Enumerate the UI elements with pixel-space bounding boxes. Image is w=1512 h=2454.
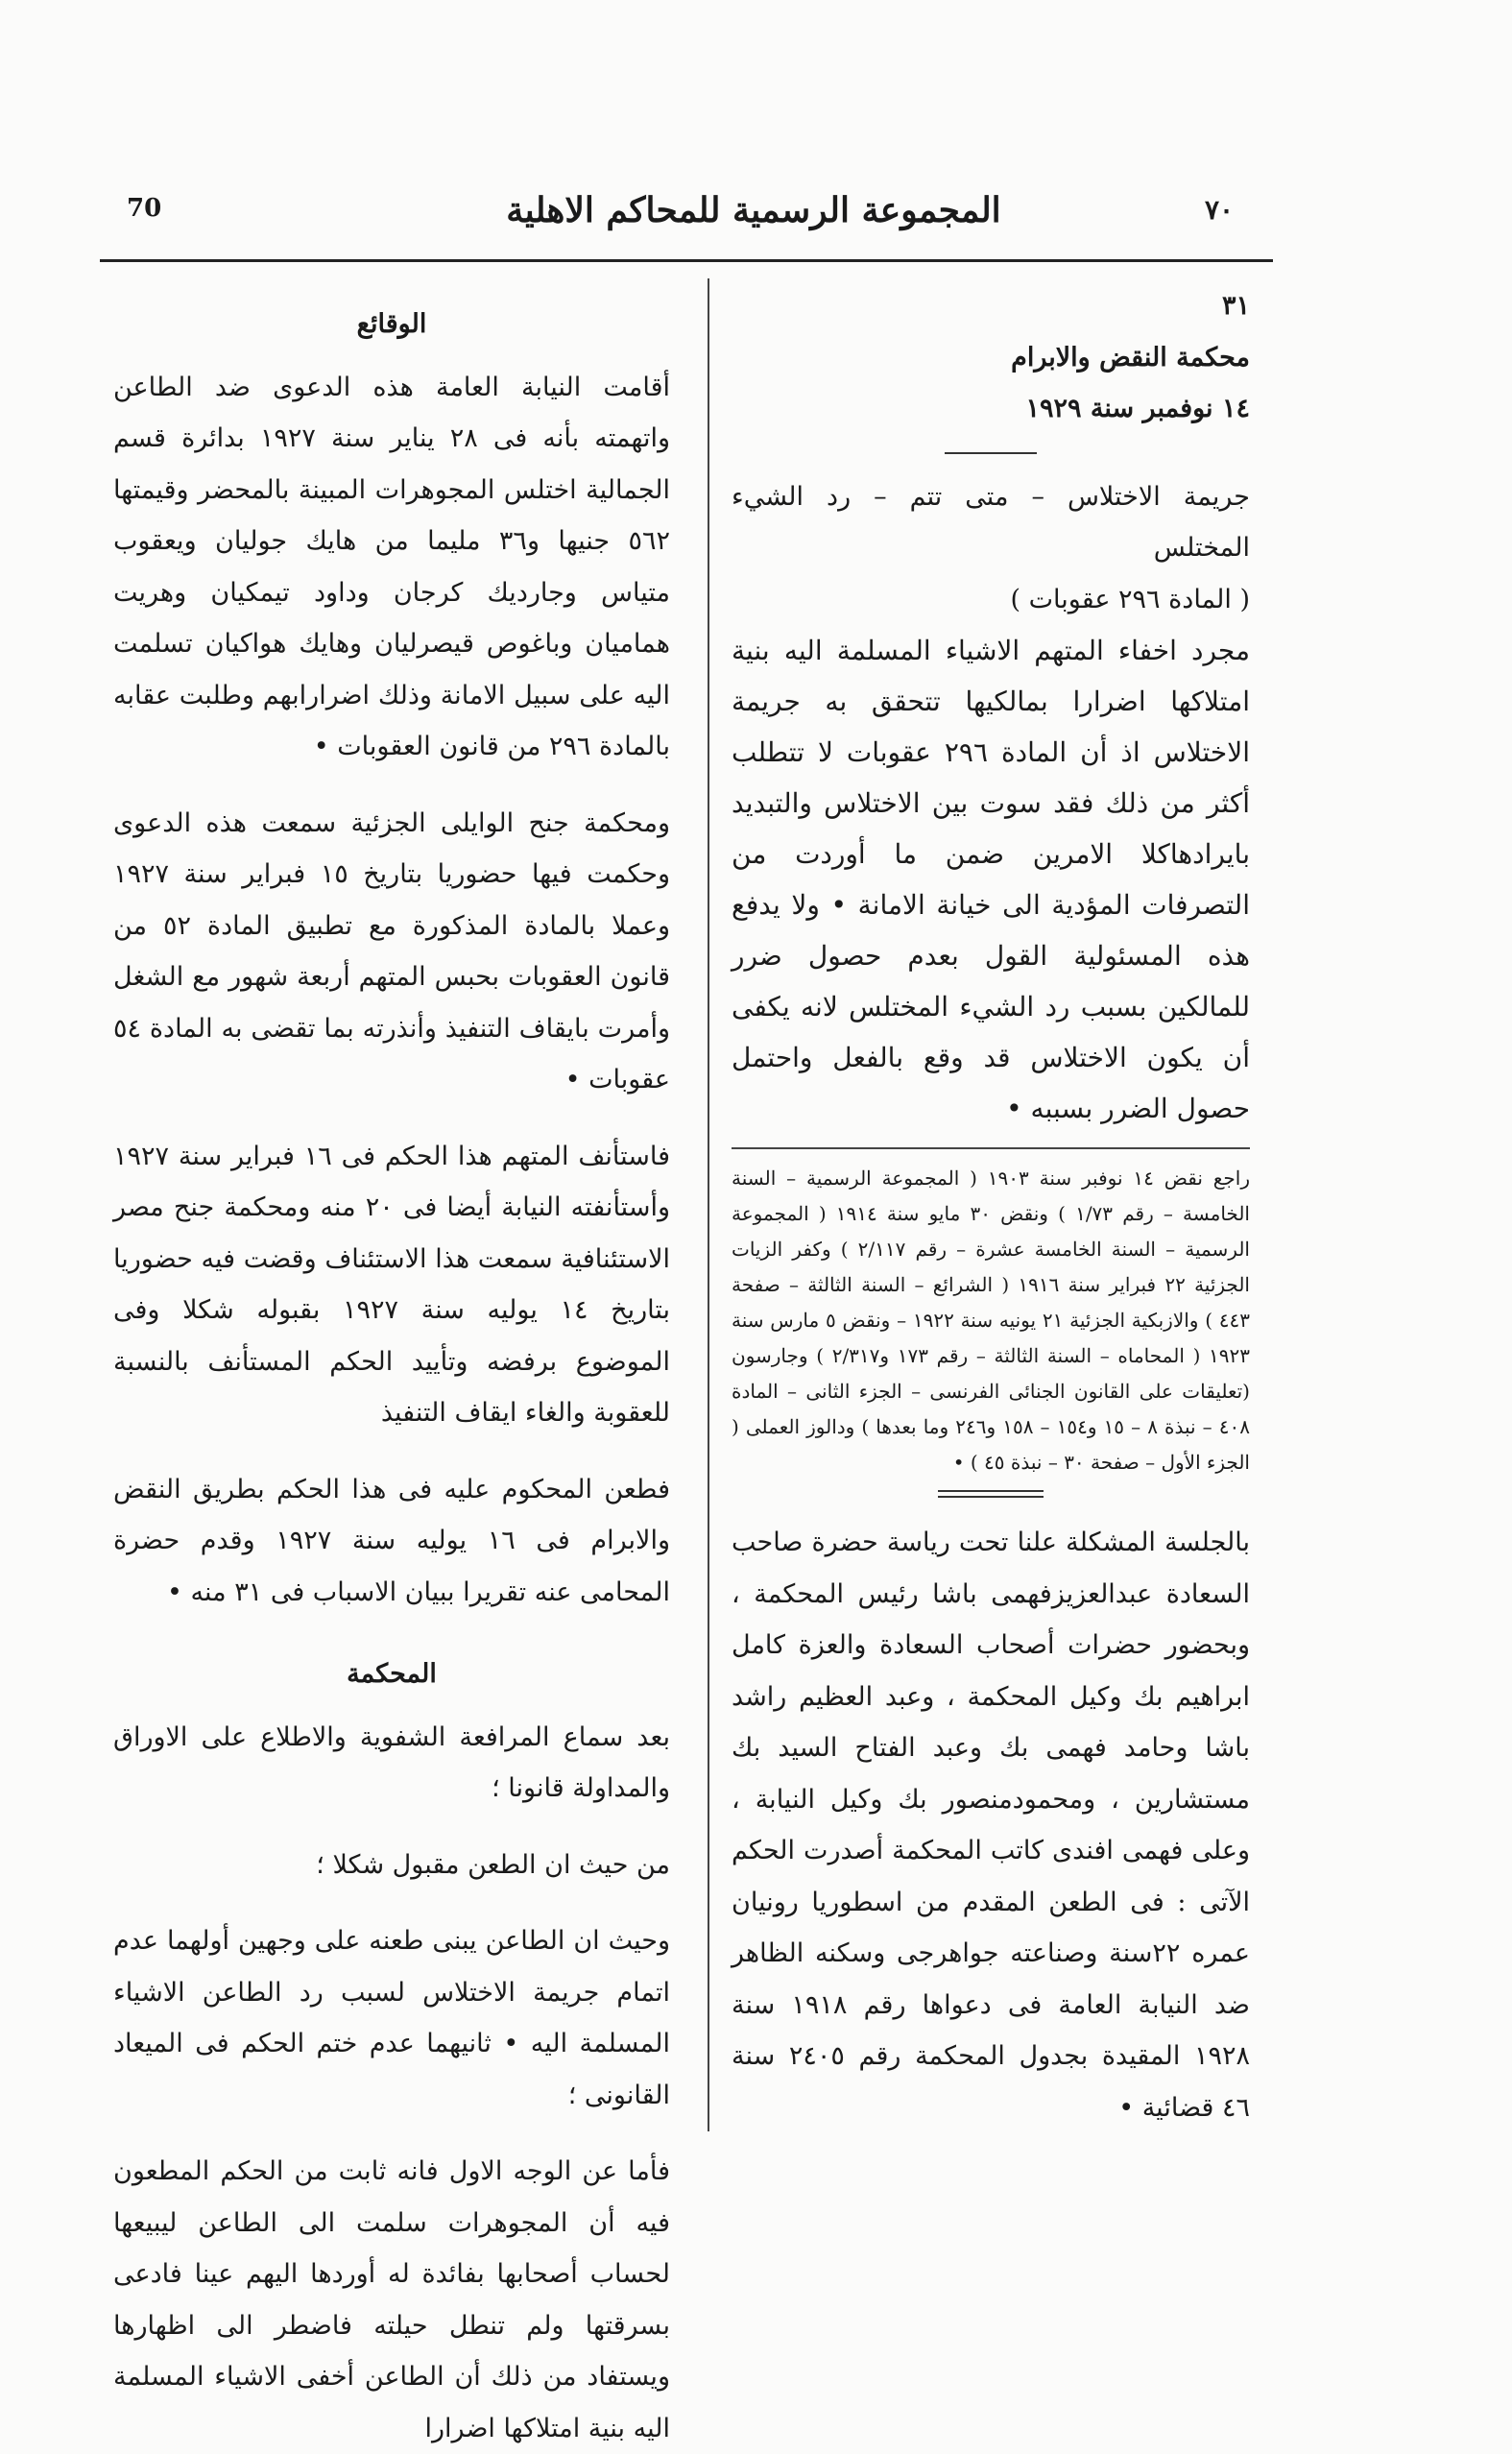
page-number-latin: 70 — [127, 194, 162, 223]
footnote: راجع نقض ١٤ نوفبر سنة ١٩٠٣ ( المجموعة الرسمية – السنة الخامسة – رقم ١/٧٣ ) ونقض ٣٠ مايو سنة ١٩١٤ ( المجموعة الرسمية – السنة الخامسة عشرة – رقم ٢/١١٧ ) وكفر الزيات الجزئية ٢٢ فبراير سنة ١٩١٦ ( الشرائع – السنة الثالثة – صفحة ٤٤٣ ) والازبكية الجزئية ٢١ يونيه سنة ١٩٢٢ – ونقض ٥ مارس سنة ١٩٢٣ ( المحاماه – السنة الثالثة – رقم ١٧٣ و٢/٣١٧ ) وجارسون (تعليقات على القانون الجنائى الفرنسى – الجزء الثانى – المادة ٤٠٨ – نبذة ٨ – ١٥ و١٥٤ – ١٥٨ و٢٤٦ وما بعدها ) ودالوز العملى ( الجزء الأول – صفحة ٣٠ – نبذة ٤٥ ) • — [732, 1167, 1251, 1474]
headnote: مجرد اخفاء المتهم الاشياء المسلمة اليه بنية امتلاكها اضرارا بمالكيها تتحقق به جريمة الاختلاس اذ أن المادة ٢٩٦ عقوبات لا تتطلب أكثر من ذلك فقد سوت بين الاختلاس والتبديد بايرادهاكلا الامرين ضمن ما أوردت من التصرفات المؤدية الى خيانة الامانة • ولا يدفع هذه المسئولية القول بعدم حصول ضرر للمالكين بسبب رد الشيء المختلس لانه يكفى أن يكون الاختلاس قد وقع بالفعل واحتمل حصول الضرر بسببه • — [732, 635, 1250, 1124]
court-heading: المحكمة — [347, 1659, 437, 1689]
double-rule — [938, 1490, 1044, 1498]
court-paragraph-3: وحيث ان الطاعن يبنى طعنه على وجهين أولهما عدم اتمام جريمة الاختلاس لسبب رد الطاعن الاشياء المسلمة اليه • ثانيهما عدم ختم الحكم فى الميعاد القانونى ؛ — [113, 1926, 670, 2110]
facts-heading: الوقائع — [356, 309, 427, 339]
facts-paragraph-4: فطعن المحكوم عليه فى هذا الحكم بطريق النقض والابرام فى ١٦ يوليه سنة ١٩٢٧ وقدم حضرة المحامى عنه تقريرا ببيان الاسباب فى ٣١ منه • — [113, 1474, 670, 1607]
right-column — [732, 280, 1250, 2133]
session-date: ١٤ نوفمبر سنة ١٩٢٩ — [1025, 394, 1250, 423]
court-paragraph-4: فأما عن الوجه الاول فانه ثابت من الحكم المطعون فيه أن المجوهرات سلمت الى الطاعن ليبيعها لحساب أصحابها بفائدة له أوردها اليهم عينا فادعى بسرقتها ولم تنطل حيلته فاضطر الى اظهارها ويستفاد من ذلك أن الطاعن أخفى الاشياء المسلمة اليه بنية امتلاكها اضرارا — [113, 2156, 670, 2443]
court-name: محكمة النقض والابرام — [1011, 342, 1250, 373]
article-reference: ( المادة ٢٩٦ عقوبات ) — [1010, 584, 1250, 614]
left-column — [113, 293, 670, 2454]
facts-paragraph-1: أقامت النيابة العامة هذه الدعوى ضد الطاعن واتهمته بأنه فى ٢٨ يناير سنة ١٩٢٧ بدائرة قسم الجمالية اختلس المجوهرات المبينة بالمحضر وقيمتها ٥٦٢ جنيها و٣٦ مليما من هايك جوليان ويعقوب متياس وجارديك كرجان وداود تيمكيان وهريت همامیان وباغوص قيصرليان وهايك هواكيان تسلمت اليه على سبيل الامانة وذلك اضرارابهم وطلبت عقابه بالمادة ٢٩٦ من قانون العقوبات • — [113, 372, 670, 761]
case-number: ٣١ — [1221, 291, 1250, 321]
session-paragraph: بالجلسة المشكلة علنا تحت رياسة حضرة صاحب السعادة عبدالعزيزفهمى باشا رئيس المحكمة ، وبحضور حضرات أصحاب السعادة والعزة كامل ابراهيم بك وكيل المحكمة ، وعبد العظيم راشد باشا وحامد فهمى بك وعبد الفتاح السيد بك مستشارين ، ومحمودمنصور بك وكيل النيابة ، وعلى فهمى افندى كاتب المحكمة أصدرت الحكم الآتى : فى الطعن المقدم من اسطوريا رونيان عمره ٢٢سنة وصناعته جواهرجى وسكنه الظاهر ضد النيابة العامة فى دعواها رقم ١٩١٨ سنة ١٩٢٨ المقيدة بجدول المحكمة رقم ٢٤٠٥ سنة ٤٦ قضائية • — [732, 1528, 1250, 2123]
short-rule — [945, 452, 1037, 454]
facts-paragraph-2: ومحكمة جنح الوايلى الجزئية سمعت هذه الدعوى وحكمت فيها حضوريا بتاريخ ١٥ فبراير سنة ١٩٢٧ وعملا بالمادة المذكورة مع تطبيق المادة ٥٢ من قانون العقوبات بحبس المتهم أربعة شهور مع الشغل وأمرت بايقاف التنفيذ وأنذرته بما تقضى به المادة ٥٤ عقوبات • — [113, 807, 671, 1095]
page-number-arabic: ٧٠ — [1205, 194, 1235, 226]
court-paragraph-2: من حيث ان الطعن مقبول شكلا ؛ — [316, 1849, 670, 1880]
topic-line: جريمة الاختلاس – متى تتم – رد الشيء المختلس — [732, 481, 1250, 563]
column-divider — [708, 278, 709, 2131]
running-header-title: المجموعة الرسمية للمحاكم الاهلية — [506, 190, 1001, 230]
court-paragraph-1: بعد سماع المرافعة الشفوية والاطلاع على الاوراق والمداولة قانونا ؛ — [113, 1721, 670, 1803]
facts-paragraph-3: فاستأنف المتهم هذا الحكم فى ١٦ فبراير سنة ١٩٢٧ وأستأنفته النيابة أيضا فى ٢٠ منه ومحكمة جنح مصر الاستئنافية سمعت هذا الاستئناف وقضت فيه حضوريا بتاريخ ١٤ يوليه سنة ١٩٢٧ بقبوله شكلا وفى الموضوع برفضه وتأييد الحكم المستأنف بالنسبة للعقوبة والغاء ايقاف التنفيذ — [113, 1141, 671, 1428]
header-rule — [100, 259, 1273, 262]
footnote-rule — [732, 1147, 1250, 1149]
